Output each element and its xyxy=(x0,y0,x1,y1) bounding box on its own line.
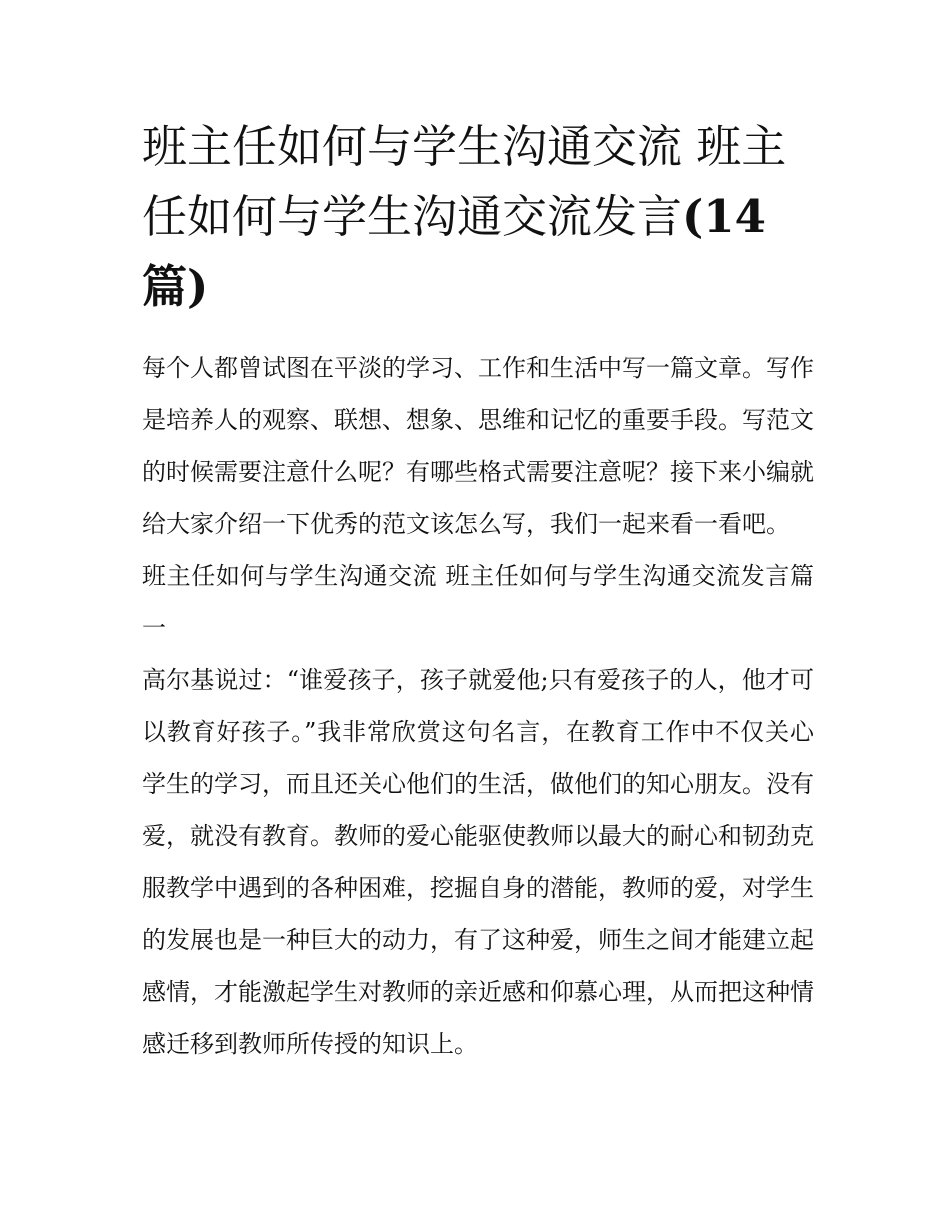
document-title-main: 班主任如何与学生沟通交流 班主任如何与学生沟通交流发言 xyxy=(142,120,787,243)
intro-paragraph: 每个人都曾试图在平淡的学习、工作和生活中写一篇文章。写作是培养人的观察、联想、想象、思维和记忆的重要手段。写范文的时候需要注意什么呢？有哪些格式需要注意呢？接下来小编就给大家介绍一下优秀的范文该怎么写，我们一起来看一看吧。 xyxy=(142,354,814,538)
document-title xyxy=(142,112,814,322)
body-paragraph: 高尔基说过：“谁爱孩子，孩子就爱他;只有爱孩子的人，他才可以教育好孩子。”我非常欣赏这句名言，在教育工作中不仅关心学生的学习，而且还关心他们的生活，做他们的知心朋友。没有爱，就没有教育。教师的爱心能驱使教师以最大的耐心和韧劲克服教学中遇到的各种困难，挖掘自身的潜能，教师的爱，对学生的发展也是一种巨大的动力，有了这种爱，师生之间才能建立起感情，才能激起学生对教师的亲近感和仰慕心理，从而把这种情感迁移到教师所传授的知识上。 xyxy=(142,666,814,1058)
document-page xyxy=(142,112,814,1070)
section-heading: 班主任如何与学生沟通交流 班主任如何与学生沟通交流发言篇一 xyxy=(142,562,814,642)
document-title-suffix: (14 篇) xyxy=(142,190,766,313)
